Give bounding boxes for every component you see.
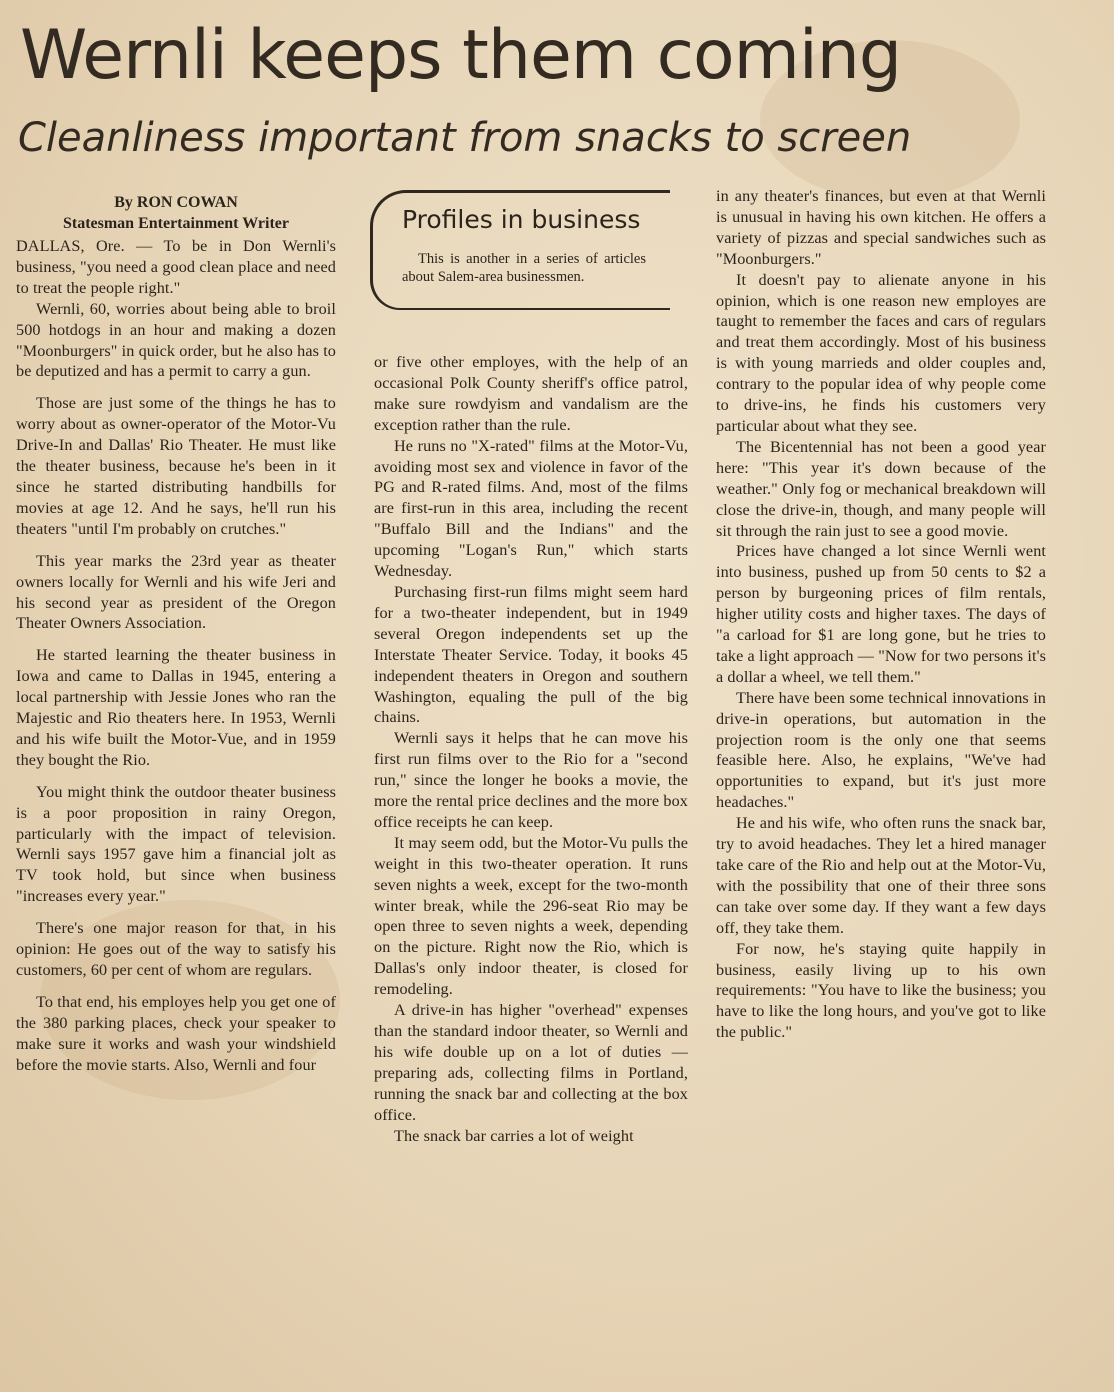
article-paragraph: in any theater's finances, but even at that Wernli is unusual in having his own kitchen. He offers a variety of pizzas and special sandwiches such as "Moonburgers." xyxy=(716,187,1046,268)
article-paragraph: Those are just some of the things he has to worry about as owner-operator of the Motor-Vu Drive-In and Dallas' Rio Theater. He must like the theater business, because he's been in it since he started distributing handbills for movies at age 12. And he says, he'll run his theaters "until I'm probably on crutches." xyxy=(16,394,336,538)
article-column-1 xyxy=(16,236,336,1076)
article-paragraph: For now, he's staying quite happily in business, easily living up to his own requirements: "You have to like the business; you have to like the long hours, and you've got to like the public." xyxy=(716,939,1046,1042)
article-column-2 xyxy=(374,352,688,1146)
article-paragraph: He runs no "X-rated" films at the Motor-Vu, avoiding most sex and violence in favor of the PG and R-rated films. And, most of the films are first-run in this area, including the recent "Buffalo Bill and the Indians" and the upcoming "Logan's Run," which starts Wednesday. xyxy=(374,436,688,581)
article-paragraph: There have been some technical innovations in drive-in operations, but automation in the projection room is the only one that seems feasible here. Also, he explains, "We've had opportunities to expand, but it's just more headaches." xyxy=(716,688,1046,812)
byline-role: Statesman Entertainment Writer xyxy=(62,215,290,232)
byline-author: By RON COWAN xyxy=(114,194,238,211)
article-paragraph: It may seem odd, but the Motor-Vu pulls the weight in this two-theater operation. It runs seven nights a week, except for the two-month winter break, while the 296-seat Rio may be open three to seven nights a week, depending on the picture. Right now the Rio, which is Dallas's only indoor theater, is closed for remodeling. xyxy=(374,833,688,999)
article-column-3 xyxy=(716,186,1046,1043)
byline xyxy=(16,192,336,234)
sidebar-title: Profiles in business xyxy=(402,205,641,234)
article-paragraph: DALLAS, Ore. — To be in Don Wernli's business, "you need a good clean place and need to treat the people right." xyxy=(16,237,336,297)
article-paragraph: You might think the outdoor theater business is a poor proposition in rainy Oregon, particularly with the impact of television. Wernli says 1957 gave him a financial jolt as TV took hold, but since when business "increases every year." xyxy=(16,782,336,906)
subhead: Cleanliness important from snacks to screen xyxy=(18,115,912,161)
article-paragraph: It doesn't pay to alienate anyone in his opinion, which is one reason new employes are taught to remember the faces and cars of regulars and treat them accordingly. Most of his business is with young marrieds and older couples and, contrary to the popular idea of why people come to drive-ins, he finds his customers very particular about what they see. xyxy=(716,270,1046,435)
headline: Wernli keeps them coming xyxy=(20,16,902,95)
article-paragraph: Prices have changed a lot since Wernli went into business, pushed up from 50 cents to $2 a person by burgeoning prices of film rentals, higher utility costs and higher taxes. The days of "a carload for $1 are long gone, but he tries to take a light approach — "Now for two persons it's a dollar a wheel, we tell them." xyxy=(716,542,1046,686)
article-paragraph: The Bicentennial has not been a good year here: "This year it's down because of the weather." Only fog or mechanical breakdown will close the drive-in, though, and many people will sit through the rain just to see a good movie. xyxy=(716,437,1046,540)
sidebar-text: This is another in a series of articles about Salem-area businessmen. xyxy=(402,251,646,285)
article-paragraph: He started learning the theater business in Iowa and came to Dallas in 1945, entering a local partnership with Jessie Jones who ran the Majestic and Rio theaters here. In 1953, Wernli and his wife built the Motor-Vue, and in 1959 they bought the Rio. xyxy=(16,646,336,769)
article-paragraph: Purchasing first-run films might seem hard for a two-theater independent, but in 1949 several Oregon independents set up the Interstate Theater Service. Today, it books 45 independent theaters in Oregon and southern Washington, equaling the pull of the big chains. xyxy=(374,582,688,727)
article-paragraph: Wernli, 60, worries about being able to broil 500 hotdogs in an hour and making a dozen "Moonburgers" in quick order, but he also has to be deputized and has a permit to carry a gun. xyxy=(16,299,336,381)
article-paragraph: There's one major reason for that, in his opinion: He goes out of the way to satisfy his customers, 60 per cent of whom are regulars. xyxy=(16,919,336,979)
article-paragraph: This year marks the 23rd year as theater owners locally for Wernli and his wife Jeri and his second year as president of the Oregon Theater Owners Association. xyxy=(16,551,336,633)
article-paragraph: A drive-in has higher "overhead" expenses than the standard indoor theater, so Wernli and his wife double up on a lot of duties — preparing ads, collecting films in Portland, running the snack bar and collecting at the box office. xyxy=(374,1001,688,1124)
article-paragraph: To that end, his employes help you get one of the 380 parking places, check your speaker to make sure it works and wash your windshield before the movie starts. Also, Wernli and four xyxy=(16,992,336,1074)
article-paragraph: He and his wife, who often runs the snack bar, try to avoid headaches. They let a hired manager take care of the Rio and help out at the Motor-Vu, with the possibility that one of their three sons can take over some day. If they want a few days off, they take them. xyxy=(716,814,1046,937)
article-paragraph: The snack bar carries a lot of weight xyxy=(394,1126,634,1145)
article-paragraph: or five other employes, with the help of an occasional Polk County sheriff's office patrol, make sure rowdyism and vandalism are the exception rather than the rule. xyxy=(374,353,688,434)
article-paragraph: Wernli says it helps that he can move his first run films over to the Rio for a "second run," since the longer he books a movie, the more the rental price declines and the more box office receipts he can keep. xyxy=(374,729,688,831)
